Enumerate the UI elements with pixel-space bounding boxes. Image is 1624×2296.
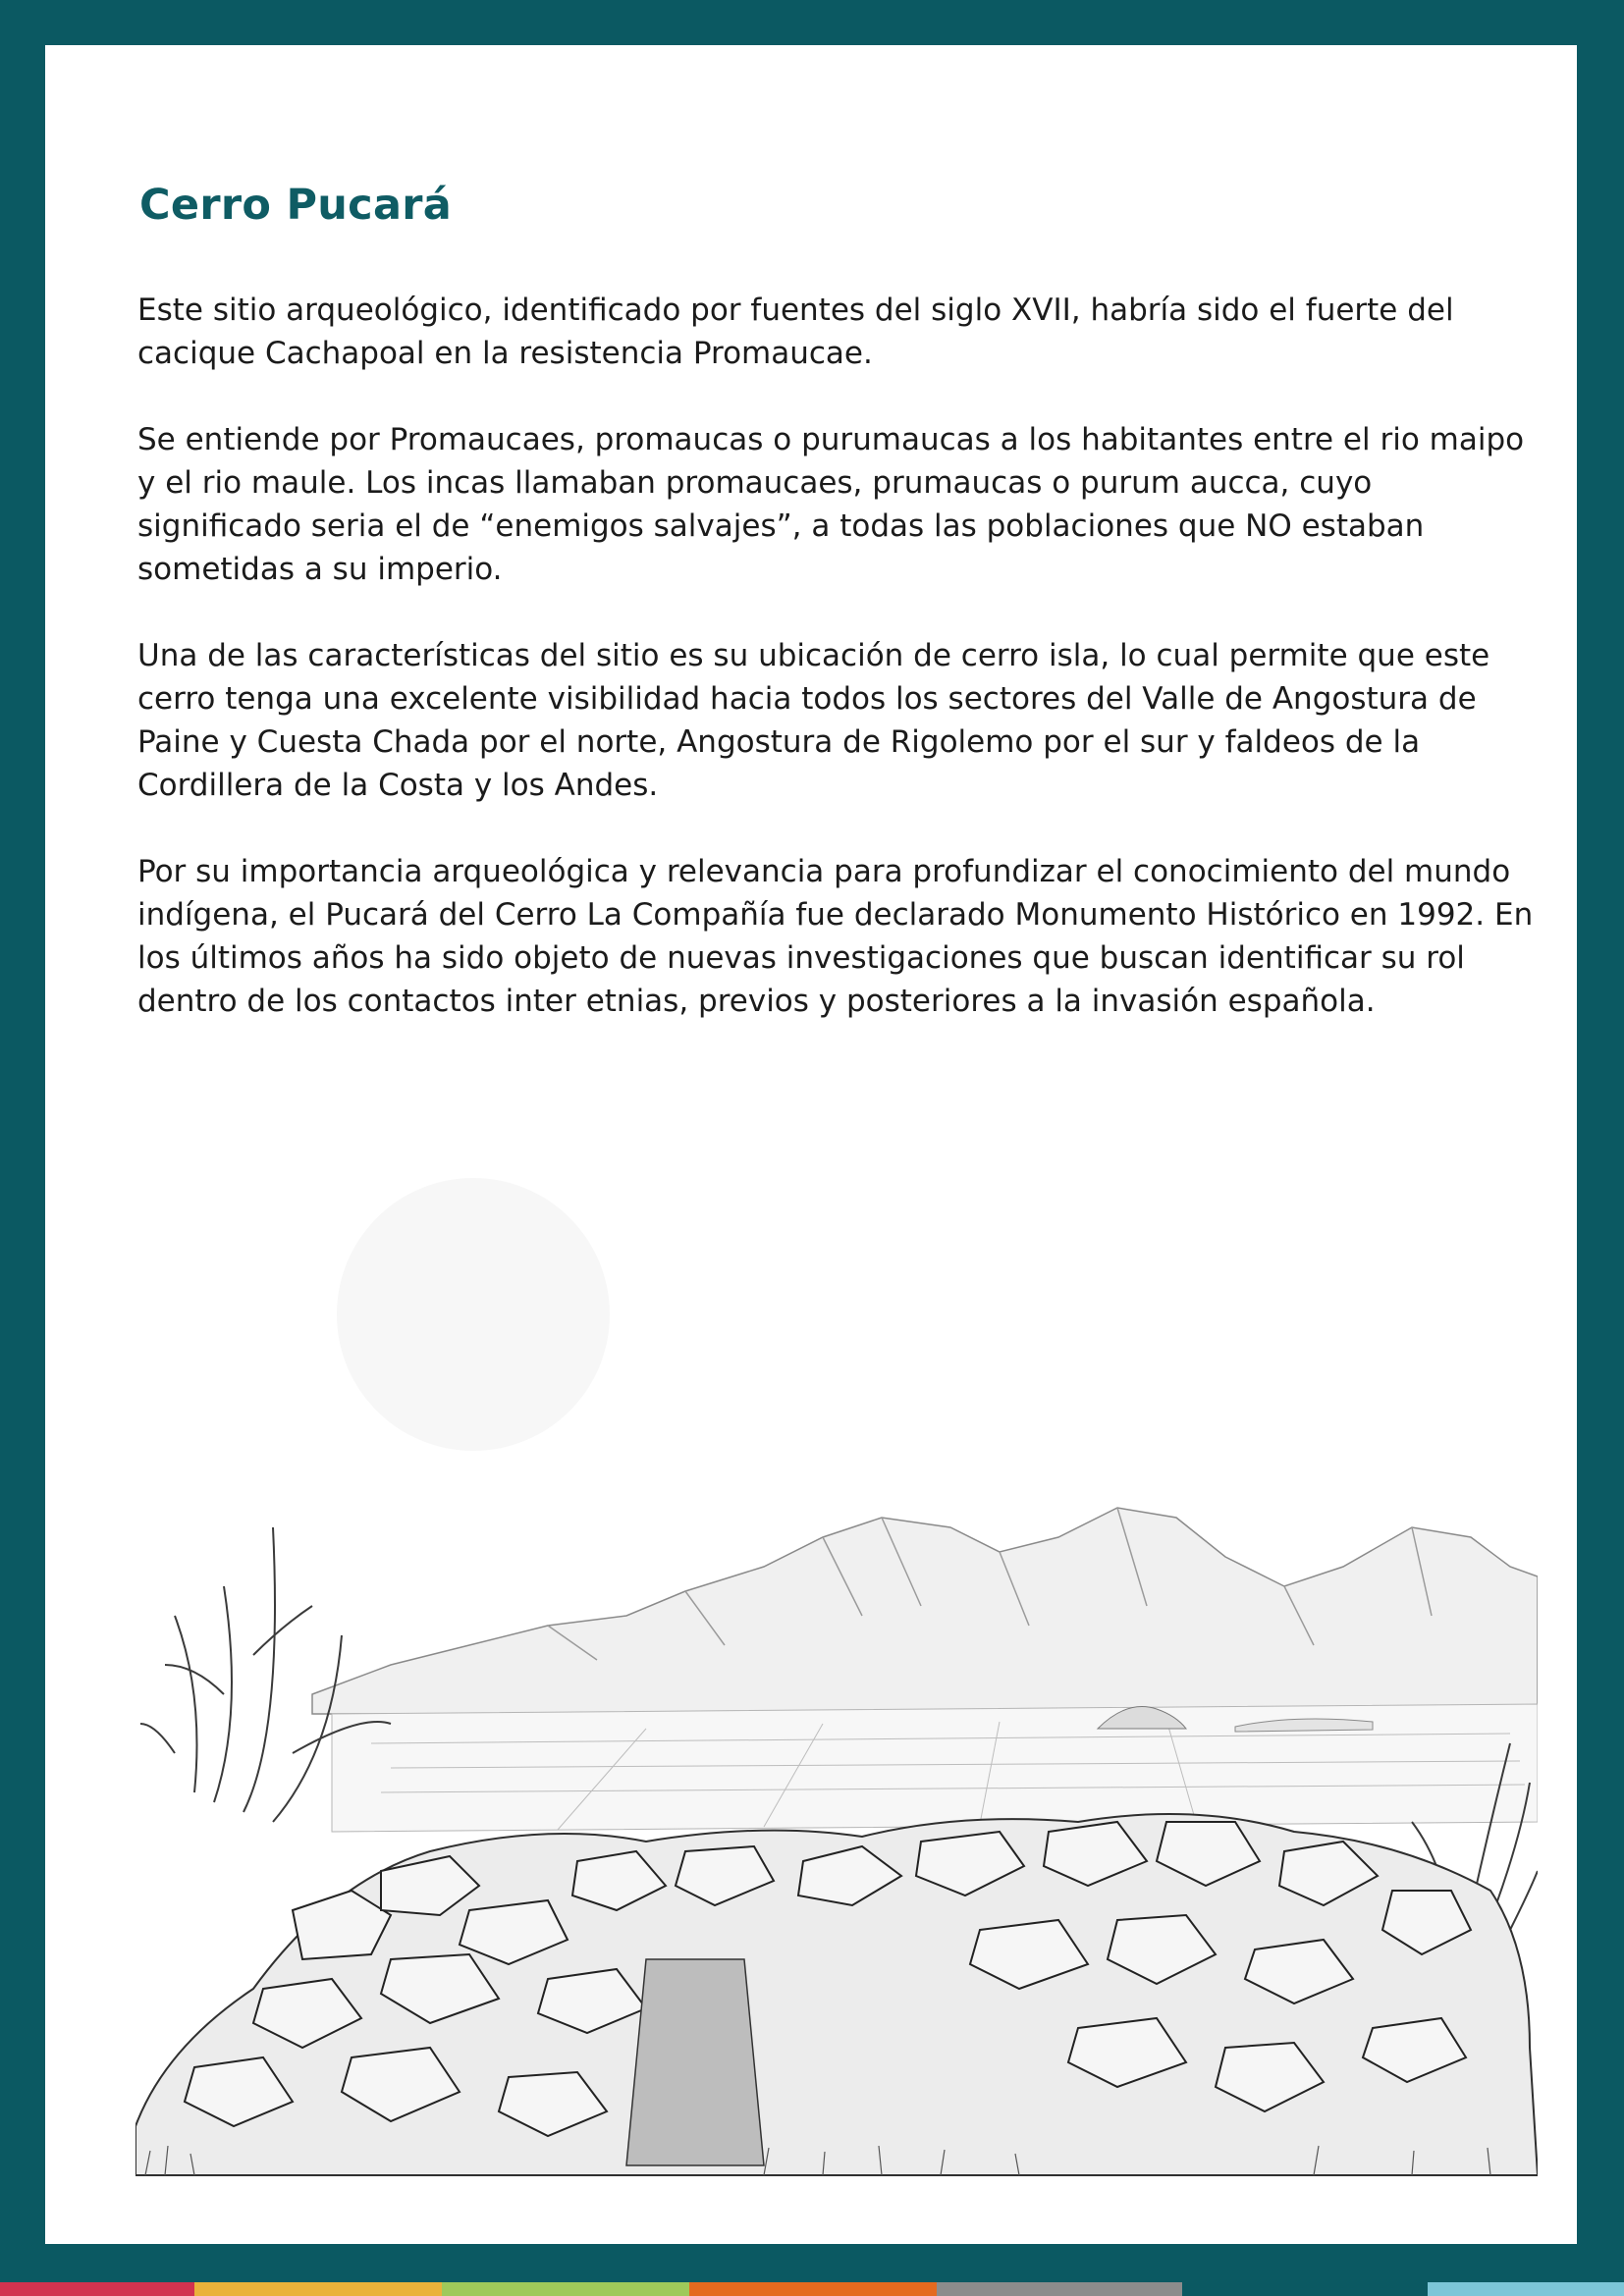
- stripe-teal: [1182, 2282, 1428, 2296]
- paragraph-4: Por su importancia arqueológica y relevancia para profundizar el conocimiento del mundo indígena, el Pucará del Cerro La Compañía fue declarado Monumento Histórico en 1992. En los últimos años ha sido objeto de nuevas investigaciones que buscan identificar su rol dentro de los contactos inter etnias, previos y posteriores a la invasión española.: [137, 854, 1534, 1019]
- page-sheet: [45, 45, 1577, 2244]
- stripe-red: [0, 2282, 194, 2296]
- stripe-gray: [937, 2282, 1182, 2296]
- stripe-light-blue: [1428, 2282, 1624, 2296]
- paragraph-2: Se entiende por Promaucaes, promaucas o purumaucas a los habitantes entre el rio maipo y el rio maule. Los incas llamaban promaucaes, prumaucas o purum aucca, cuyo significado seria el de “enemigos salvajes”, a todas las poblaciones que NO estaban sometidas a su imperio.: [137, 422, 1525, 587]
- color-stripe-bar: [0, 2282, 1624, 2296]
- paragraph-3: Una de las características del sitio es su ubicación de cerro isla, lo cual permite que este cerro tenga una excelente visibilidad hacia todos los sectores del Valle de Angostura de Paine y Cuesta Chada por el norte, Angostura de Rigolemo por el sur y faldeos de la Cordillera de la Costa y los Andes.: [137, 638, 1490, 803]
- decorative-circle: [337, 1178, 610, 1451]
- stripe-green: [442, 2282, 689, 2296]
- page-title: Cerro Pucará: [139, 181, 453, 230]
- paragraph-1: Este sitio arqueológico, identificado por fuentes del siglo XVII, habría sido el fuerte del cacique Cachapoal en la resistencia Promaucae.: [137, 293, 1454, 371]
- stripe-orange: [689, 2282, 937, 2296]
- body-text: [137, 289, 1542, 1066]
- stripe-yellow: [194, 2282, 442, 2296]
- landscape-ruins-illustration: [135, 1498, 1538, 2209]
